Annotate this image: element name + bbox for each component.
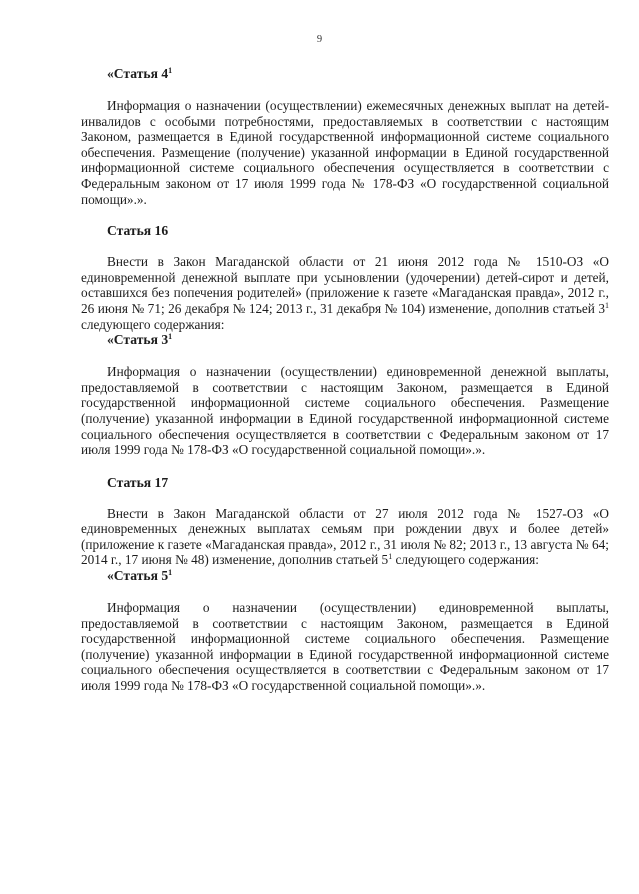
article-3-1-heading-text: «Статья 3 [107,332,169,348]
article-17-paragraph-tail: следующего содержания: [392,552,539,568]
article-5-1-superscript: 1 [168,568,173,578]
page-number: 9 [316,34,323,45]
article-16-paragraph-text: Внести в Закон Магаданской области от 21 июня 2012 года № 1510-ОЗ «О единовременной денежной выплате при усыновлении (удочерении) детей-сирот и детей, оставшихся без попечения родителей» (приложение к газете «Магаданская правда», 2012 г., 26 июня № 71; 26 декабря № 124; 2013 г., 31 декабря № 104) изменение, дополнив статьей 3 [81,254,609,316]
article-4-1-heading [107,66,609,81]
article-16-heading: Статья 16 [107,223,169,239]
article-3-1-heading [107,332,609,347]
article-17-paragraph [81,506,609,568]
article-17-paragraph-text: Внести в Закон Магаданской области от 27 июля 2012 года № 1527-ОЗ «О единовременных денежных выплатах семьям при рождении двух и более детей» (приложение к газете «Магаданская правда», 2012 г., 31 июля № 82; 2013 г., 13 августа № 64; 2014 г., 17 июня № 48) изменение, дополнив статьей 5 [81,505,609,568]
article-17-heading: Статья 17 [107,474,169,490]
article-16-paragraph [81,254,609,332]
article-3-1-superscript: 1 [168,332,173,342]
article-4-1-paragraph: Информация о назначении (осуществлении) ежемесячных денежных выплат на детей-инвалидов с особыми потребностями, предоставляемых в соответствии с настоящим Законом, размещается в Единой государственной информационной системе социального обеспечения. Размещение (получение) указанной информации в Единой государственной информационной системе социального обеспечения осуществляется в соответствии с Федеральным законом от 17 июля 1999 года № 178-ФЗ «О государственной социальной помощи».». [81,98,609,207]
article-5-1-paragraph: Информация о назначении (осуществлении) единовременной выплаты, предоставляемой в соответствии с настоящим Законом, размещается в Единой государственной информационной системе социального обеспечения. Размещение (получение) указанной информации в Единой государственной информационной системе социального обеспечения осуществляется в соответствии с Федеральным законом от 17 июля 1999 года № 178-ФЗ «О государственной социальной помощи».». [81,600,609,694]
article-16-paragraph-tail: следующего содержания: [81,316,225,332]
article-17-superscript: 1 [388,552,393,562]
article-16-superscript: 1 [605,300,609,310]
article-4-1-superscript: 1 [168,66,173,75]
article-4-1-heading-text: «Статья 4 [107,66,169,81]
article-5-1-heading-text: «Статья 5 [107,568,169,584]
article-3-1-paragraph: Информация о назначении (осуществлении) единовременной денежной выплаты, предоставляемой в соответствии с настоящим Законом, размещается в Единой государственной информационной системе социального обеспечения. Размещение (получение) указанной информации в Единой государственной информационной системе социального обеспечения осуществляется в соответствии с Федеральным законом от 17 июля 1999 года № 178-ФЗ «О государственной социальной помощи».». [81,364,609,458]
document-body [81,66,609,694]
article-5-1-heading [107,568,609,583]
